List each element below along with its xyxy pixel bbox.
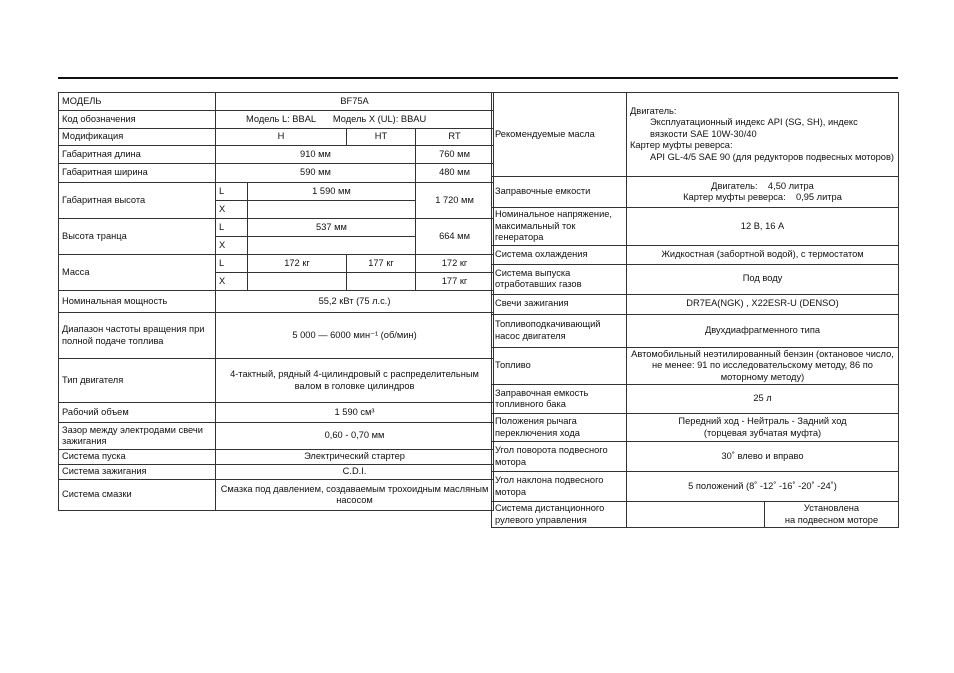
mass-x-ht <box>347 273 416 291</box>
lubrication-label: Система смазки <box>59 480 216 511</box>
model-label: МОДЕЛЬ <box>59 93 216 111</box>
spec-table-left <box>58 92 494 511</box>
rpm-label: Диапазон частоты вращения при полной подаче топлива <box>59 313 216 359</box>
capacity-value <box>627 177 899 208</box>
code-value <box>216 111 494 129</box>
height-x-value <box>248 201 416 219</box>
mass-l-rt: 172 кг <box>416 255 494 273</box>
remote-steering-installed: Установлена <box>803 503 860 513</box>
power-value: 55,2 кВт (75 л.с.) <box>216 291 494 313</box>
remote-steering-value <box>765 502 899 528</box>
oil-engine-spec: Эксплуатационный индекс API (SG, SH), индекс вязкости SAE 10W-30/40 <box>650 117 858 139</box>
oil-gear-spec: API GL-4/5 SAE 90 (для редукторов подвесных моторов) <box>650 151 894 162</box>
engine-type-value: 4-тактный, рядный 4-цилиндровый с распределительным валом в головке цилиндров <box>216 359 494 403</box>
power-label: Номинальная мощность <box>59 291 216 313</box>
fuel-pump-value: Двухдиафрагменного типа <box>627 314 899 347</box>
height-label: Габаритная высота <box>59 183 216 219</box>
transom-l-value: 537 мм <box>248 219 416 237</box>
tilt-angle-value: 5 положений (8˚ -12˚ -16˚ -20˚ -24˚) <box>627 472 899 502</box>
height-l-marker: L <box>216 183 248 201</box>
oil-gear-heading: Картер муфты реверса: <box>630 140 733 151</box>
code-x: Модель X (UL): BBAU <box>332 113 427 124</box>
tank-capacity-value: 25 л <box>627 385 899 414</box>
shift-lever-positions: Передний ход - Нейтраль - Задний ход <box>678 416 847 426</box>
displacement-label: Рабочий объем <box>59 403 216 423</box>
transom-x-value <box>248 237 416 255</box>
transom-l-marker: L <box>216 219 248 237</box>
exhaust-label: Система выпуска отработавших газов <box>492 264 627 294</box>
capacity-gearcase: Картер муфты реверса: 0,95 литра <box>683 192 842 202</box>
remote-steering-location: на подвесном моторе <box>784 514 879 525</box>
mod-h: H <box>216 129 347 146</box>
spark-gap-label: Зазор между электродами свечи зажигания <box>59 423 216 450</box>
oil-label: Рекомендуемые масла <box>492 93 627 177</box>
ignition-system-value: C.D.I. <box>216 465 494 480</box>
height-rt-value: 1 720 мм <box>416 183 494 219</box>
mass-label: Масса <box>59 255 216 291</box>
capacity-label: Заправочные емкости <box>492 177 627 208</box>
engine-type-label: Тип двигателя <box>59 359 216 403</box>
height-x-marker: X <box>216 201 248 219</box>
length-value-2: 760 мм <box>416 146 494 164</box>
length-label: Габаритная длина <box>59 146 216 164</box>
voltage-label: Номинальное напряжение, максимальный ток генератора <box>492 208 627 246</box>
spec-table-right <box>491 92 899 528</box>
tank-capacity-label: Заправочная емкость топливного бака <box>492 385 627 414</box>
oil-engine-heading: Двигатель: <box>630 105 677 116</box>
shift-lever-clutch: (торцевая зубчатая муфта) <box>703 427 822 438</box>
oil-value <box>627 93 899 177</box>
shift-lever-value <box>627 414 899 442</box>
tilt-angle-label: Угол наклона подвесного мотора <box>492 472 627 502</box>
start-system-value: Электрический стартер <box>216 450 494 465</box>
remote-steering-label: Система дистанционного рулевого управления <box>492 502 627 528</box>
header-rule <box>58 77 898 79</box>
remote-steering-blank <box>627 502 765 528</box>
swivel-angle-value: 30˚ влево и вправо <box>627 442 899 472</box>
mass-x-rt: 177 кг <box>416 273 494 291</box>
start-system-label: Система пуска <box>59 450 216 465</box>
transom-rt-value: 664 мм <box>416 219 494 255</box>
capacity-engine: Двигатель: 4,50 литра <box>711 180 814 191</box>
rpm-value: 5 000 — 6000 мин⁻¹ (об/мин) <box>216 313 494 359</box>
mass-l-marker: L <box>216 255 248 273</box>
fuel-pump-label: Топливоподкачивающий насос двигателя <box>492 314 627 347</box>
length-value-1: 910 мм <box>216 146 416 164</box>
swivel-angle-label: Угол поворота подвесного мотора <box>492 442 627 472</box>
code-label: Код обозначения <box>59 111 216 129</box>
transom-x-marker: X <box>216 237 248 255</box>
shift-lever-label: Положения рычага переключения хода <box>492 414 627 442</box>
height-l-value: 1 590 мм <box>248 183 416 201</box>
cooling-value: Жидкостная (забортной водой), с термостатом <box>627 245 899 264</box>
mass-x-h <box>248 273 347 291</box>
exhaust-value: Под воду <box>627 264 899 294</box>
mass-x-marker: X <box>216 273 248 291</box>
spark-gap-value: 0,60 - 0,70 мм <box>216 423 494 450</box>
fuel-value: Автомобильный неэтилированный бензин (октановое число, не менее: 91 по исследовательскому методу, 86 по моторному методу) <box>627 347 899 385</box>
voltage-value: 12 В, 16 А <box>627 208 899 246</box>
displacement-value: 1 590 см³ <box>216 403 494 423</box>
fuel-label: Топливо <box>492 347 627 385</box>
model-value: BF75A <box>216 93 494 111</box>
code-l: Модель L: BBAL <box>246 113 316 124</box>
lubrication-value: Смазка под давлением, создаваемым трохоидным масляным насосом <box>216 480 494 511</box>
width-value-1: 590 мм <box>216 164 416 183</box>
mod-ht: HT <box>347 129 416 146</box>
width-value-2: 480 мм <box>416 164 494 183</box>
spark-plugs-value: DR7EA(NGK) , X22ESR-U (DENSO) <box>627 294 899 314</box>
mass-l-h: 172 кг <box>248 255 347 273</box>
mass-l-ht: 177 кг <box>347 255 416 273</box>
cooling-label: Система охлаждения <box>492 245 627 264</box>
mod-rt: RT <box>416 129 494 146</box>
modification-label: Модификация <box>59 129 216 146</box>
width-label: Габаритная ширина <box>59 164 216 183</box>
ignition-system-label: Система зажигания <box>59 465 216 480</box>
spark-plugs-label: Свечи зажигания <box>492 294 627 314</box>
transom-label: Высота транца <box>59 219 216 255</box>
